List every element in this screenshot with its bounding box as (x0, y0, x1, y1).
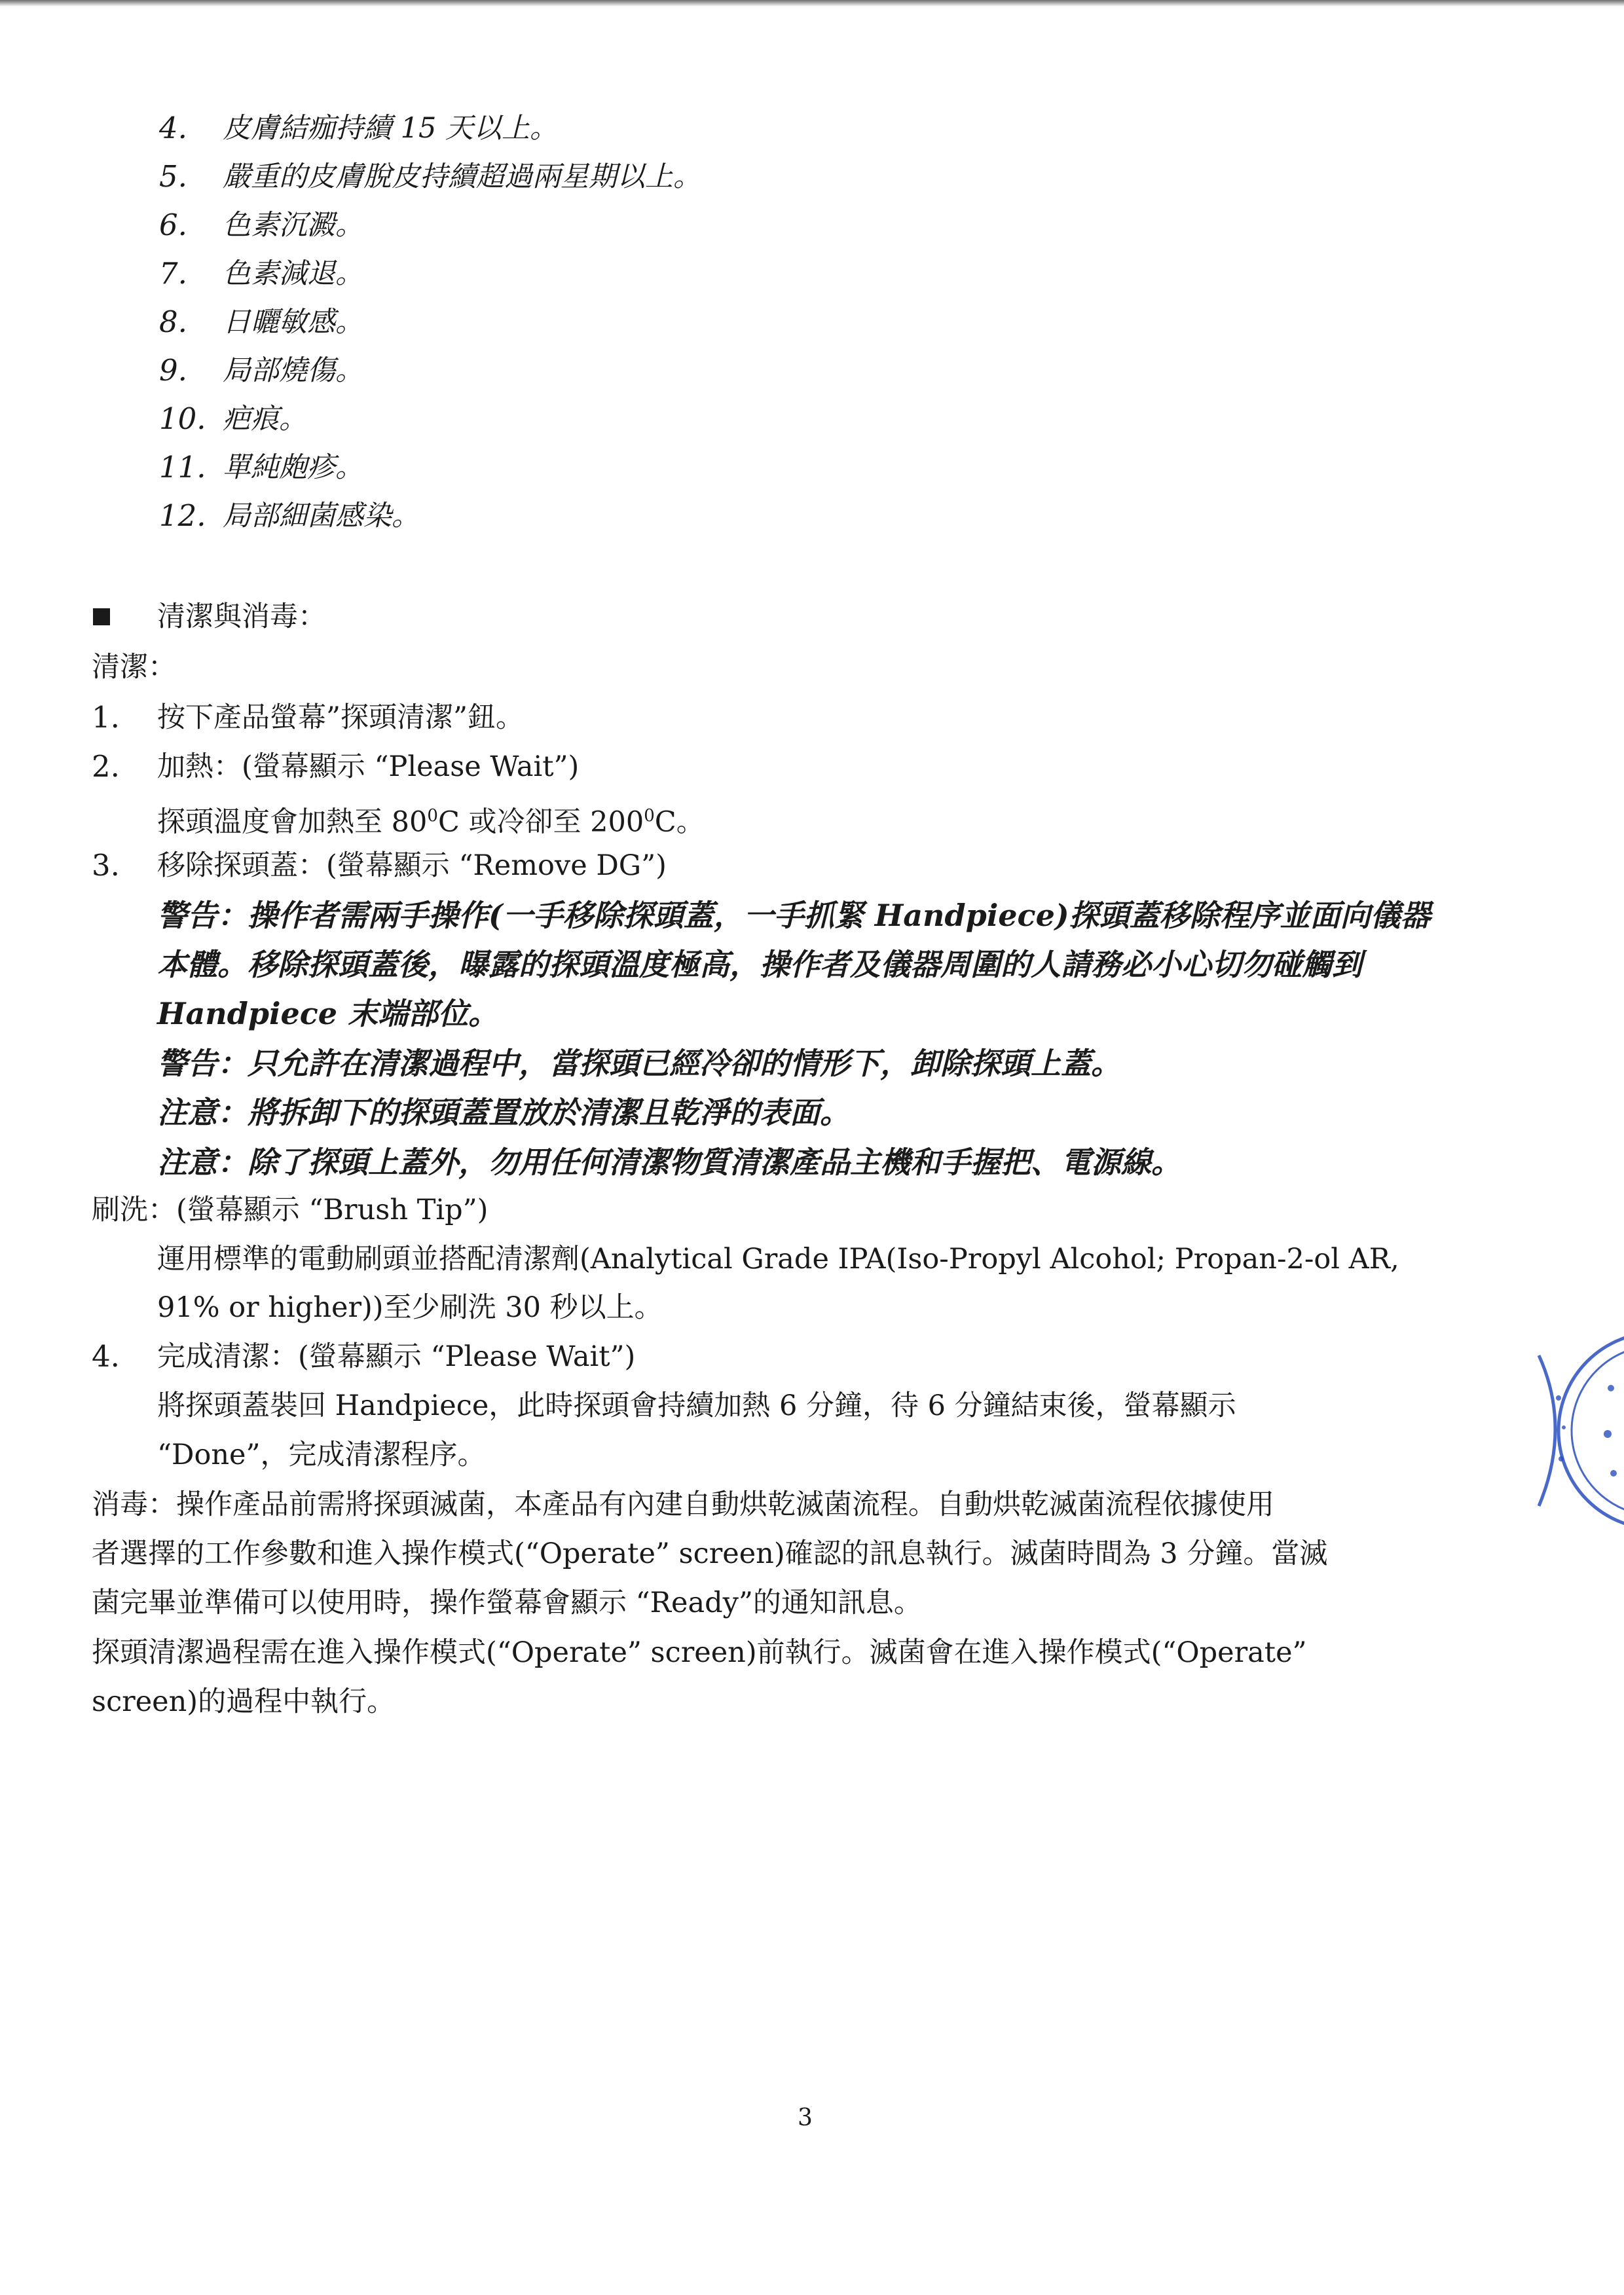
closing-text: 探頭清潔過程需在進入操作模式(“Operate” screen)前執行。滅菌會在進入操作模式(“Operate” (92, 1636, 1307, 1669)
list-item-number: 8. (159, 304, 187, 339)
step-number: 4. (92, 1339, 120, 1374)
square-bullet-icon (93, 608, 110, 625)
list-item-text: 嚴重的皮膚脫皮持續超過兩星期以上。 (223, 160, 701, 193)
page-number: 3 (798, 2104, 813, 2131)
step-number: 1. (92, 700, 120, 735)
warning-line: 警告：只允許在清潔過程中，當探頭已經冷卻的情形下，卸除探頭上蓋。 (157, 1046, 1121, 1081)
list-item-text: 日曬敏感。 (223, 306, 363, 339)
section-heading: 清潔與消毒： (157, 600, 326, 633)
step-detail: “Done”，完成清潔程序。 (157, 1439, 486, 1471)
list-item-text: 局部細菌感染。 (223, 500, 420, 532)
stamp-seal (1532, 1336, 1624, 1532)
note-line: 注意：除了探頭上蓋外，勿用任何清潔物質清潔產品主機和手握把、電源線。 (157, 1145, 1181, 1180)
step-number: 3. (92, 848, 120, 883)
note-line: 注意：將拆卸下的探頭蓋置放於清潔且乾淨的表面。 (157, 1095, 850, 1130)
warning-line: 警告：操作者需兩手操作(一手移除探頭蓋，一手抓緊 Handpiece)探頭蓋移除程序並面向儀器 (157, 898, 1431, 933)
step-text: 移除探頭蓋：(螢幕顯示 “Remove DG”) (157, 849, 667, 882)
warning-line: Handpiece 末端部位。 (157, 996, 499, 1031)
brush-label: 刷洗：(螢幕顯示 “Brush Tip”) (92, 1194, 489, 1226)
step-detail: 探頭溫度會加熱至 $80^0C$ 或冷卻至 $200^0C$。 (157, 805, 705, 839)
list-item-text: 皮膚結痂持續 15 天以上。 (223, 112, 559, 145)
cleaning-label: 清潔： (92, 651, 176, 684)
list-item-text: 局部燒傷。 (223, 354, 363, 387)
list-item-text: 色素減退。 (223, 257, 363, 290)
step-text: 加熱：(螢幕顯示 “Please Wait”) (157, 750, 580, 783)
list-item-number: 4. (159, 111, 187, 145)
closing-text: screen)的過程中執行。 (92, 1685, 396, 1718)
list-item-text: 疤痕。 (223, 403, 307, 435)
disinfection-text: 者選擇的工作參數和進入操作模式(“Operate” screen)確認的訊息執行。滅菌時間為 3 分鐘。當滅 (92, 1537, 1328, 1570)
list-item-number: 6. (159, 208, 187, 242)
step-text: 完成清潔：(螢幕顯示 “Please Wait”) (157, 1340, 636, 1373)
step-detail: 將探頭蓋裝回 Handpiece，此時探頭會持續加熱 6 分鐘，待 6 分鐘結束後，螢幕顯示 (157, 1389, 1236, 1422)
list-item-number: 10. (159, 401, 206, 436)
brush-detail: 91% or higher))至少刷洗 30 秒以上。 (157, 1291, 663, 1324)
brush-detail: 運用標準的電動刷頭並搭配清潔劑(Analytical Grade IPA(Iso-Propyl Alcohol; Propan-2-ol AR, (157, 1243, 1399, 1276)
list-item-text: 色素沉澱。 (223, 209, 363, 242)
disinfection-text: 菌完畢並準備可以使用時，操作螢幕會顯示 “Ready”的通知訊息。 (92, 1587, 922, 1619)
list-item-number: 9. (159, 353, 187, 388)
list-item-number: 5. (159, 159, 187, 194)
disinfection-text: 消毒：操作產品前需將探頭滅菌，本產品有內建自動烘乾滅菌流程。自動烘乾滅菌流程依據使用 (92, 1488, 1274, 1521)
step-text: 按下產品螢幕”探頭清潔”鈕。 (157, 701, 524, 734)
warning-line: 本體。移除探頭蓋後，曝露的探頭溫度極高，操作者及儀器周圍的人請務必小心切勿碰觸到 (157, 947, 1362, 982)
step-number: 2. (92, 749, 120, 784)
list-item-number: 11. (159, 450, 206, 485)
list-item-number: 12. (159, 498, 206, 533)
list-item-number: 7. (159, 256, 187, 291)
list-item-text: 單純皰疹。 (223, 451, 363, 484)
